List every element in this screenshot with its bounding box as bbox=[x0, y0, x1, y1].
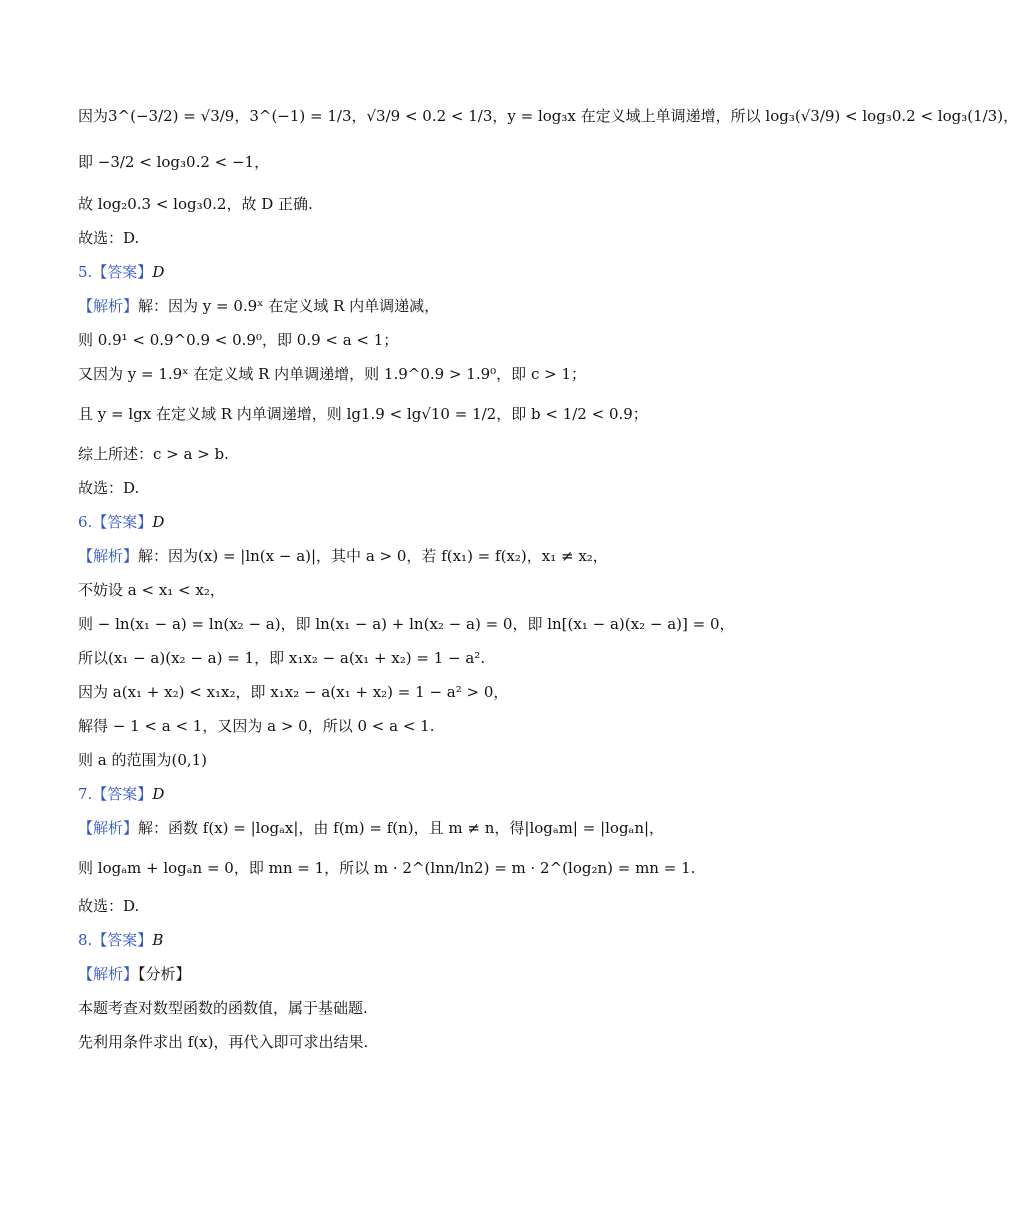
text-segment: 解：因为(x) = |ln(x − a)|，其中 a > 0，若 f(x₁) = f(x₂)，x₁ ≠ x₂， bbox=[138, 547, 608, 565]
text-line bbox=[78, 817, 820, 839]
text-line bbox=[78, 295, 820, 317]
text-segment: 则 0.9¹ < 0.9^0.9 < 0.9⁰，即 0.9 < a < 1； bbox=[78, 331, 399, 349]
text-segment: 则 − ln(x₁ − a) = ln(x₂ − a)，即 ln(x₁ − a) + ln(x₂ − a) = 0，即 ln[(x₁ − a)(x₂ − a)] = 0， bbox=[78, 615, 735, 633]
section-label: 5.【答案】 bbox=[78, 263, 153, 281]
text-segment: 解得 − 1 < a < 1，又因为 a > 0，所以 0 < a < 1. bbox=[78, 717, 435, 735]
text-line bbox=[78, 1031, 820, 1053]
text-segment: 又因为 y = 1.9ˣ 在定义域 R 内单调递增，则 1.9^0.9 > 1.9⁰，即 c > 1； bbox=[78, 365, 586, 383]
text-segment: D bbox=[152, 263, 165, 281]
text-segment: 【分析】 bbox=[138, 965, 191, 983]
text-segment: 故选：D. bbox=[78, 479, 140, 497]
text-segment: 解：因为 y = 0.9ˣ 在定义域 R 内单调递减， bbox=[138, 297, 440, 315]
text-line bbox=[78, 749, 820, 771]
text-line bbox=[78, 715, 820, 737]
section-label: 【解析】 bbox=[78, 547, 139, 565]
text-segment: 故选：D. bbox=[78, 897, 140, 915]
text-segment: 先利用条件求出 f(x)，再代入即可求出结果. bbox=[78, 1033, 369, 1051]
section-label: 7.【答案】 bbox=[78, 785, 153, 803]
text-line bbox=[78, 783, 820, 805]
text-line bbox=[78, 443, 820, 465]
section-label: 【解析】 bbox=[78, 965, 139, 983]
text-segment: 即 −3/2 < log₃0.2 < −1， bbox=[78, 153, 270, 171]
text-segment: D bbox=[152, 513, 165, 531]
text-segment: 因为 a(x₁ + x₂) < x₁x₂，即 x₁x₂ − a(x₁ + x₂) = 1 − a² > 0， bbox=[78, 683, 509, 701]
text-line bbox=[78, 261, 820, 283]
text-line bbox=[78, 681, 820, 703]
text-segment: 则 a 的范围为(0,1) bbox=[78, 751, 208, 769]
section-label: 【解析】 bbox=[78, 297, 139, 315]
text-segment: 且 y = lgx 在定义域 R 内单调递增，则 lg1.9 < lg√10 = 1/2，即 b < 1/2 < 0.9； bbox=[78, 405, 648, 423]
text-segment: 因为3^(−3/2) = √3/9，3^(−1) = 1/3，√3/9 < 0.2 < 1/3，y = log₃x 在定义域上单调递增，所以 log₃(√3/9) < log₃0.2 < log₃(1/3)， bbox=[78, 107, 1018, 125]
text-line bbox=[78, 227, 820, 249]
text-line bbox=[78, 105, 1018, 127]
text-segment: 故 log₂0.3 < log₃0.2，故 D 正确. bbox=[78, 195, 313, 213]
text-segment: 则 logₐm + logₐn = 0，即 mn = 1，所以 m · 2^(lnn/ln2) = m · 2^(log₂n) = mn = 1. bbox=[78, 859, 696, 877]
section-label: 6.【答案】 bbox=[78, 513, 153, 531]
text-line bbox=[78, 193, 820, 215]
text-segment: 解：函数 f(x) = |logₐx|，由 f(m) = f(n)，且 m ≠ n，得|logₐm| = |logₐn|， bbox=[138, 819, 665, 837]
text-line bbox=[78, 329, 820, 351]
text-line bbox=[78, 511, 820, 533]
text-line bbox=[78, 929, 820, 951]
section-label: 8.【答案】 bbox=[78, 931, 153, 949]
text-segment: 综上所述：c > a > b. bbox=[78, 445, 229, 463]
text-line bbox=[78, 895, 820, 917]
text-line bbox=[78, 613, 820, 635]
text-segment: B bbox=[152, 931, 164, 949]
text-segment: D bbox=[152, 785, 165, 803]
text-line bbox=[78, 363, 820, 385]
text-line bbox=[78, 403, 820, 425]
text-line bbox=[78, 545, 820, 567]
text-line bbox=[78, 997, 820, 1019]
text-line bbox=[78, 477, 820, 499]
text-line bbox=[78, 963, 820, 985]
text-segment: 故选：D. bbox=[78, 229, 140, 247]
text-segment: 所以(x₁ − a)(x₂ − a) = 1，即 x₁x₂ − a(x₁ + x₂) = 1 − a². bbox=[78, 649, 486, 667]
text-line bbox=[78, 151, 820, 173]
section-label: 【解析】 bbox=[78, 819, 139, 837]
text-line bbox=[78, 579, 820, 601]
text-segment: 不妨设 a < x₁ < x₂， bbox=[78, 581, 225, 599]
text-line bbox=[78, 857, 820, 879]
text-segment: 本题考查对数型函数的函数值，属于基础题. bbox=[78, 999, 368, 1017]
text-line bbox=[78, 647, 820, 669]
